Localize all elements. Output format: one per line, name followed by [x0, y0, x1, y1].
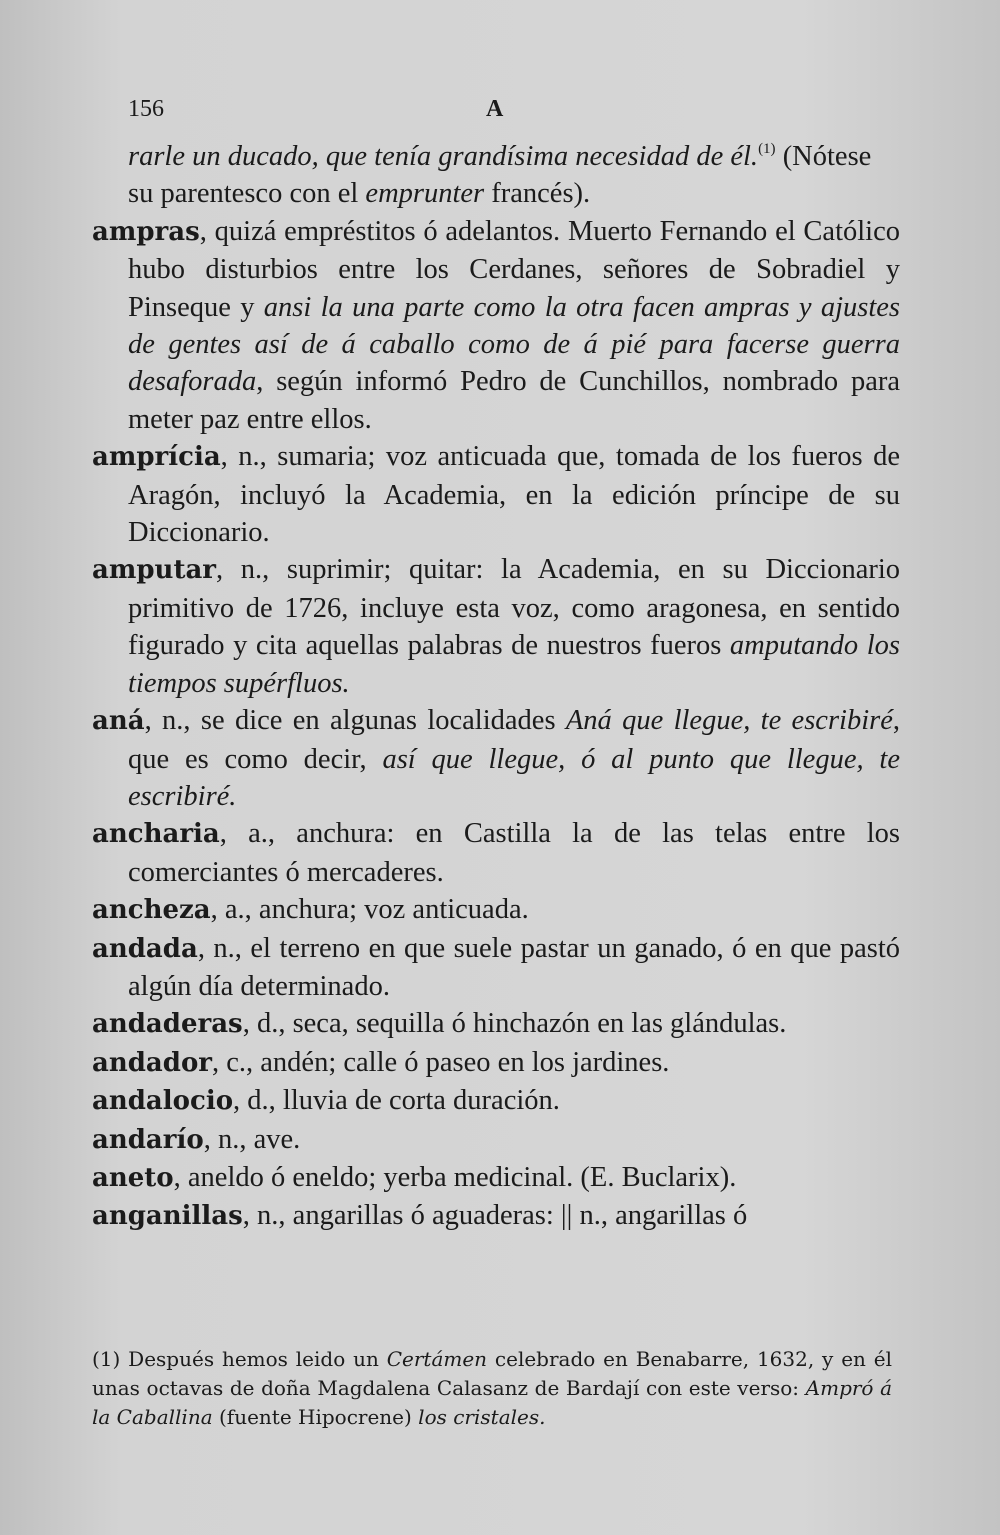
italic-text: Aná que llegue, te escribiré	[565, 705, 893, 737]
dictionary-body	[92, 138, 900, 1236]
text-run: , n., angarillas ó aguaderas: || n., angarillas ó	[242, 1200, 748, 1232]
text-run: , c., andén; calle ó paseo en los jardines.	[212, 1046, 670, 1078]
dictionary-entry	[92, 438, 900, 551]
page-number: 156	[128, 96, 164, 122]
dictionary-entry	[92, 930, 900, 1006]
headword: andada	[92, 933, 198, 964]
text-run: , a., anchura: en Castilla la de las telas entre los comerciantes ó mercaderes.	[128, 818, 900, 888]
footnote	[92, 1345, 892, 1432]
italic-text: ansi la una parte como la otra facen ampras y ajustes de gentes así de á caballo como de á pié para facerse guerra desaforada	[128, 291, 900, 398]
text-run: , n., suprimir; quitar: la Academia, en su Diccionario primitivo de 1726, incluye esta voz, como aragonesa, en sentido figurado y cita aquellas palabras de nuestros fueros	[128, 554, 900, 662]
headword: amputar	[92, 555, 216, 586]
headword: ancharia	[92, 819, 220, 850]
headword: andalocio	[92, 1086, 234, 1117]
dictionary-entry	[92, 1044, 900, 1082]
text-run: , según informó Pedro de Cunchillos, nombrado para meter paz entre ellos.	[128, 366, 900, 435]
headword: ampras	[92, 216, 200, 247]
running-head: A	[486, 96, 504, 122]
text-run: , d., lluvia de corta duración.	[233, 1085, 560, 1117]
dictionary-entry	[92, 1121, 900, 1159]
dictionary-entry	[92, 213, 900, 438]
dictionary-entry	[92, 1159, 900, 1197]
text-run: , n., ave.	[203, 1123, 301, 1155]
headword: andarío	[92, 1124, 204, 1155]
footnote-marker: (1)	[758, 141, 776, 157]
italic-text: los cristales.	[418, 1405, 546, 1429]
dictionary-entry	[92, 702, 900, 815]
text-run: (1) Después hemos leido un	[92, 1347, 387, 1371]
text-run: , d., seca, sequilla ó hinchazón en las glándulas.	[242, 1008, 787, 1040]
text-run: francés).	[484, 178, 591, 210]
headword: aná	[92, 706, 145, 737]
text-run: , quizá empréstitos ó adelantos. Muerto Fernando el Católico hubo disturbios entre los Cerdanes, señores de Sobradiel y Pinseque y	[128, 215, 900, 323]
headword: ancheza	[92, 895, 211, 926]
text-run: , a., anchura; voz anticuada.	[210, 894, 529, 926]
text-run: celebrado en Benabarre, 1632, y en él unas octavas de doña Magdalena Calasanz de Bardají con este verso:	[92, 1347, 892, 1400]
italic-text: Certámen	[386, 1347, 488, 1371]
page-header	[128, 96, 888, 136]
italic-text: emprunter	[365, 178, 485, 210]
italic-text: Ampró á la Caballina	[92, 1376, 892, 1429]
headword: anganillas	[92, 1201, 243, 1232]
headword: amprícia	[92, 442, 221, 473]
italic-text: así que llegue, ó al punto que llegue, te escribiré.	[128, 743, 900, 812]
headword: andaderas	[92, 1009, 243, 1040]
text-run: (Nótese su parentesco con el	[128, 141, 872, 210]
headword: aneto	[92, 1162, 174, 1193]
dictionary-entry	[92, 891, 900, 929]
text-run: (fuente Hipocrene)	[212, 1405, 419, 1429]
dictionary-entry	[92, 1082, 900, 1120]
text-run: , n., sumaria; voz anticuada que, tomada de los fueros de Aragón, incluyó la Academia, en la edición príncipe de su Diccionario.	[128, 441, 900, 549]
italic-text: amputando los tiempos supérfluos.	[128, 630, 900, 699]
text-run: , que es como decir,	[128, 705, 900, 775]
text-run: , aneldo ó eneldo; yerba medicinal. (E. Buclarix).	[173, 1161, 737, 1193]
italic-text: rarle un ducado, que tenía grandísima necesidad de él.	[128, 141, 759, 172]
continued-text	[92, 138, 900, 213]
dictionary-entry	[92, 815, 900, 891]
dictionary-entry	[92, 1005, 900, 1043]
headword: andador	[92, 1047, 212, 1078]
dictionary-entry	[92, 551, 900, 702]
text-run: , n., se dice en algunas localidades	[144, 705, 566, 737]
dictionary-entry	[92, 1197, 900, 1235]
text-run: , n., el terreno en que suele pastar un ganado, ó en que pastó algún día determinado.	[128, 932, 900, 1002]
